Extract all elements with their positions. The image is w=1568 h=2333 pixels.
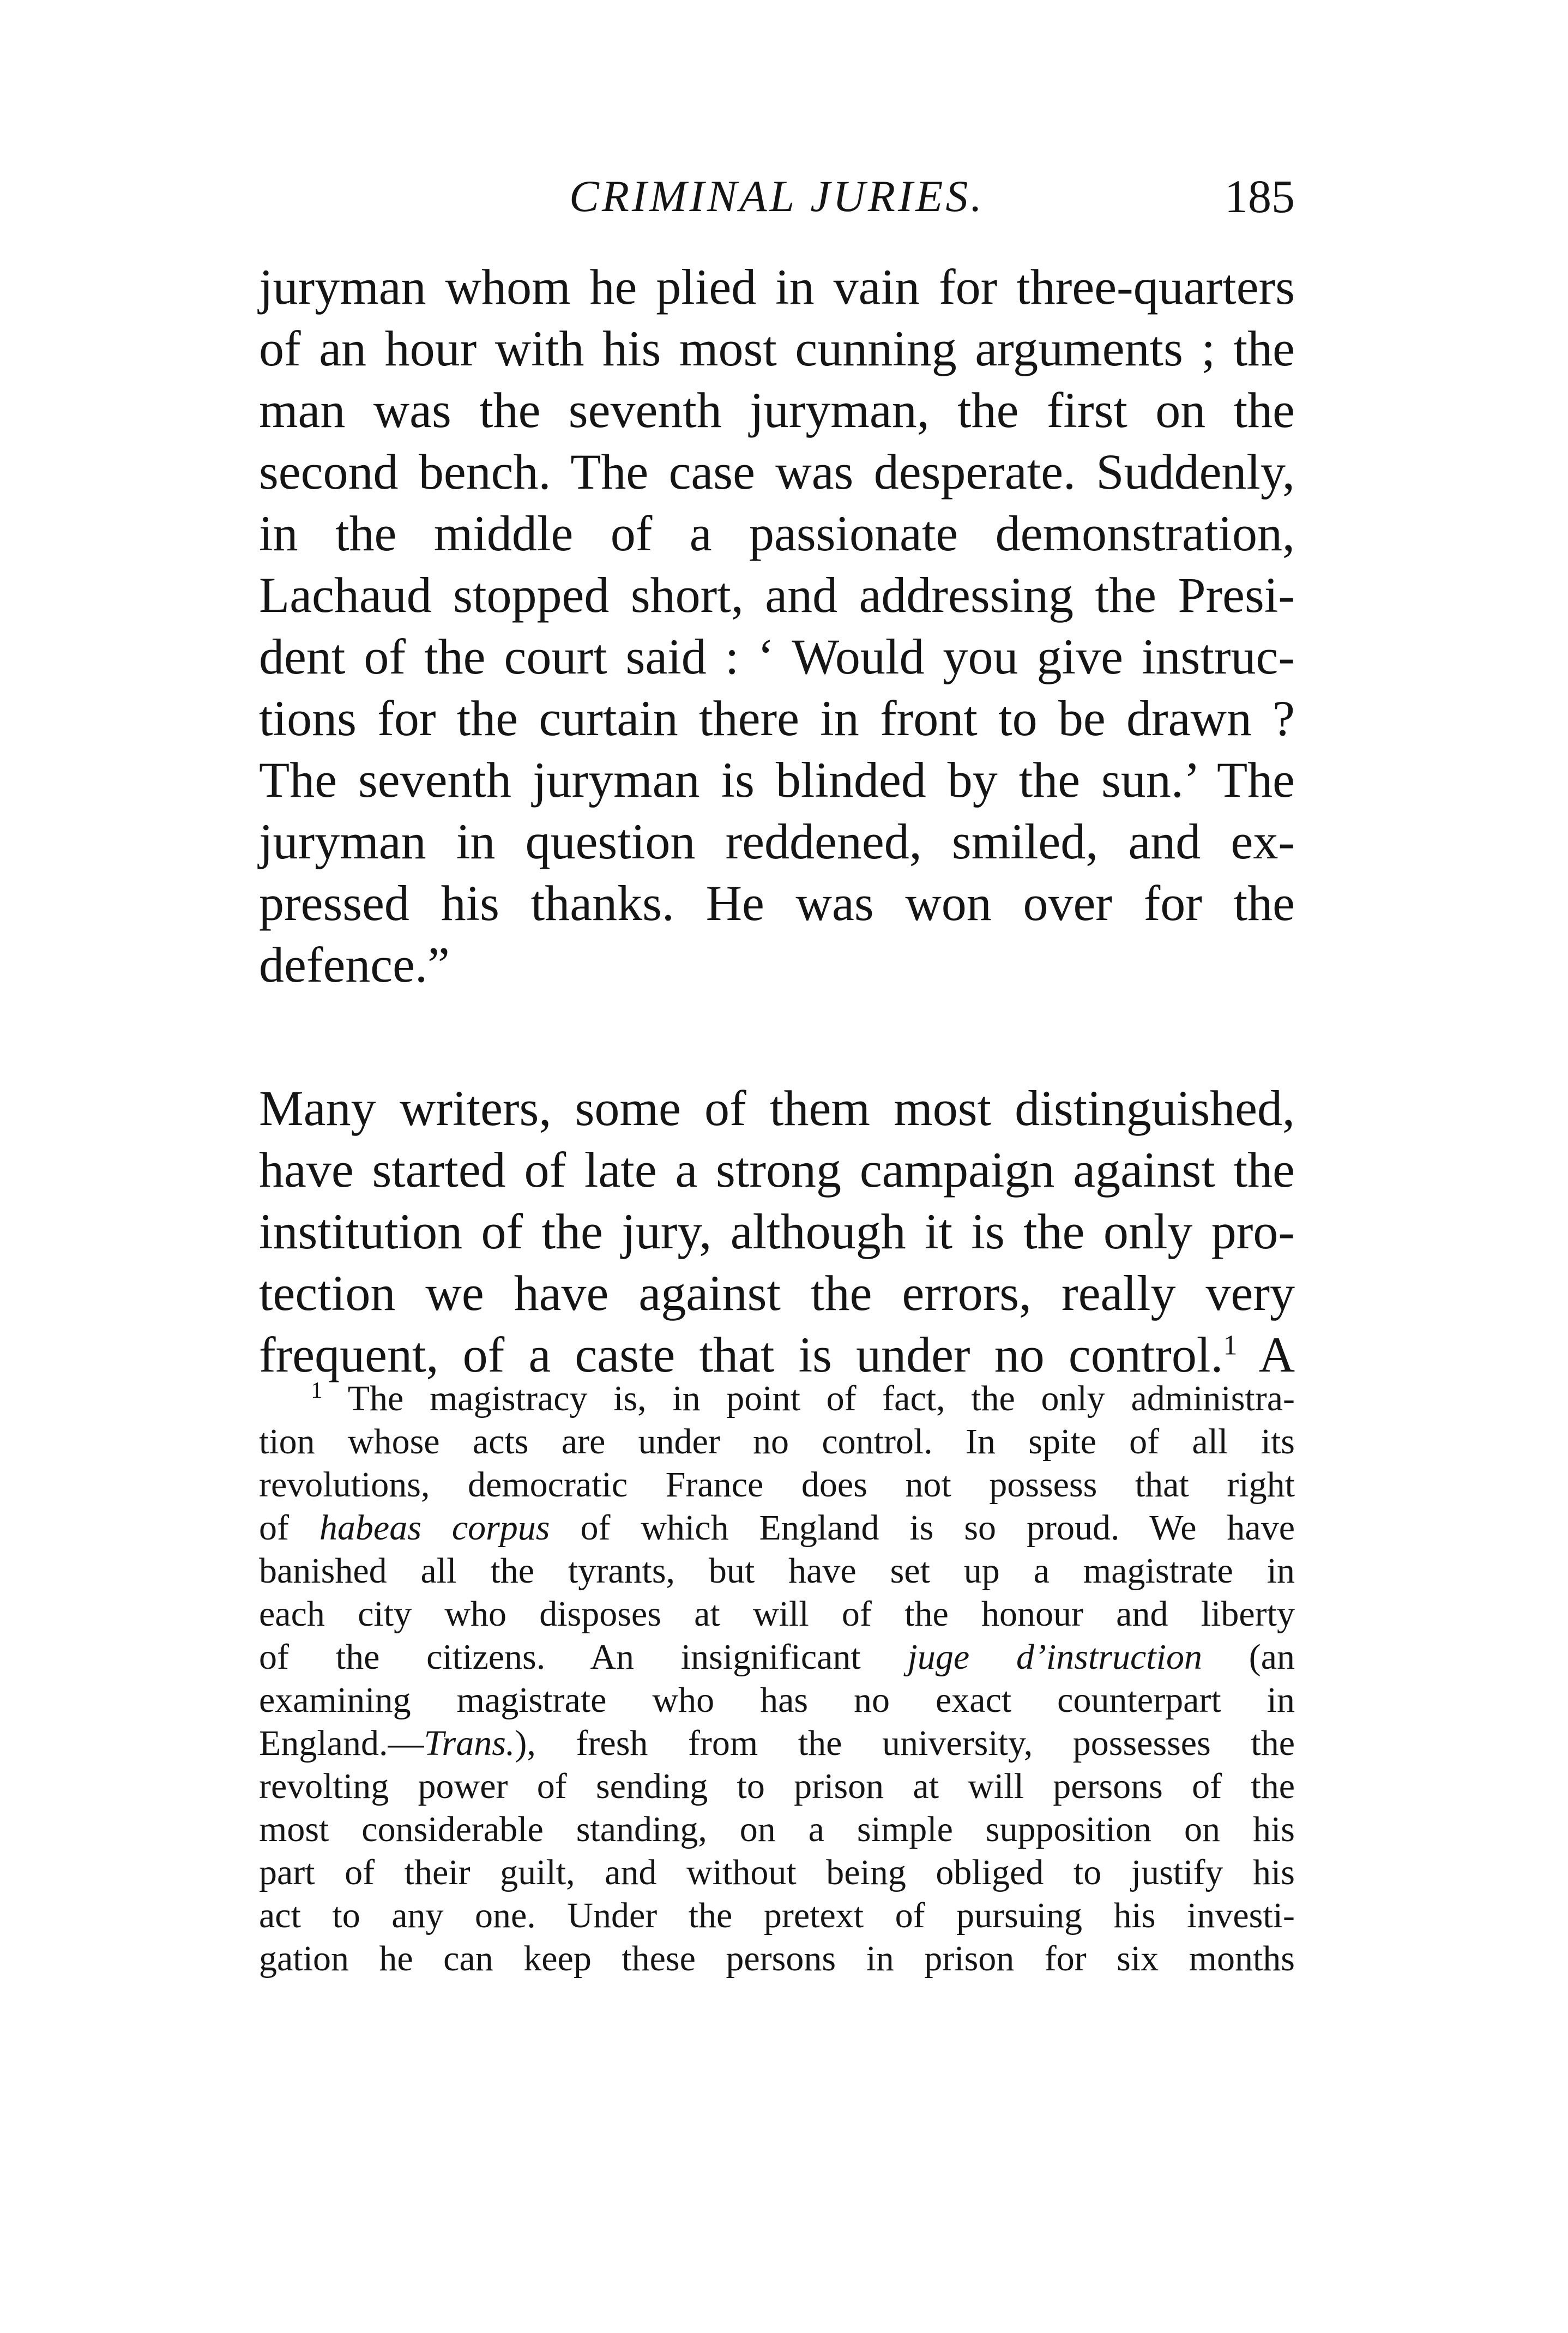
footnote-italic-term: habeas corpus	[319, 1508, 550, 1548]
footnote-text: of which England is so proud. We have	[580, 1508, 1295, 1548]
running-head	[259, 166, 1295, 226]
paragraph-2	[259, 1078, 1295, 1386]
paragraph-line-text: frequent, of a caste that is under no control.	[259, 1327, 1223, 1382]
footnote-text: of the citizens. An insignificant	[259, 1637, 861, 1677]
footnote-line: revolutions, democratic France does not possess that right	[259, 1465, 1295, 1505]
footnote-line	[259, 1722, 1295, 1765]
paragraph-line: juryman whom he plied in vain for three-quarters	[259, 259, 1295, 315]
paragraph-line: institution of the jury, although it is the only pro-	[259, 1204, 1295, 1259]
paragraph-line: juryman in question reddened, smiled, and ex-	[259, 814, 1295, 869]
footnote-line: gation he can keep these persons in prison for six months	[259, 1939, 1295, 1979]
paragraph-line: tions for the curtain there in front to be drawn ?	[259, 690, 1295, 746]
paragraph-line: tection we have against the errors, really very	[259, 1265, 1295, 1321]
footnote-line: revolting power of sending to prison at will persons of the	[259, 1766, 1295, 1806]
paragraph-line-end: A	[1258, 1327, 1295, 1382]
paragraph-line: have started of late a strong campaign against the	[259, 1142, 1295, 1198]
footnote-text: The magistracy is, in point of fact, the only administra-	[347, 1379, 1295, 1418]
footnote-reference: 1	[1223, 1330, 1238, 1361]
footnote-line: part of their guilt, and without being obliged to justify his	[259, 1853, 1295, 1892]
body-text	[259, 256, 1295, 1386]
paragraph-line: defence.”	[259, 937, 450, 993]
footnote-line	[259, 1377, 1295, 1420]
footnote-text: (an	[1249, 1637, 1295, 1677]
paragraph-line: pressed his thanks. He was won over for the	[259, 875, 1295, 931]
footnote-text: England.—	[259, 1723, 424, 1763]
paragraph-line: Lachaud stopped short, and addressing the Presi-	[259, 567, 1295, 623]
page-number: 185	[1225, 170, 1295, 223]
paragraph-line: in the middle of a passionate demonstration,	[259, 506, 1295, 561]
paragraph-line: second bench. The case was desperate. Suddenly,	[259, 444, 1295, 500]
footnote	[259, 1377, 1295, 1980]
paragraph-line: man was the seventh juryman, the first on the	[259, 382, 1295, 438]
running-title: CRIMINAL JURIES.	[569, 171, 985, 221]
paragraph-line: Many writers, some of them most distinguished,	[259, 1080, 1295, 1136]
footnote-line: examining magistrate who has no exact counterpart in	[259, 1680, 1295, 1720]
footnote-line: tion whose acts are under no control. In spite of all its	[259, 1422, 1295, 1462]
footnote-italic-term: Trans.	[424, 1723, 515, 1763]
footnote-line: act to any one. Under the pretext of pursuing his investi-	[259, 1896, 1295, 1935]
footnote-line: banished all the tyrants, but have set up a magistrate in	[259, 1551, 1295, 1591]
paragraph-1	[259, 256, 1295, 996]
footnote-line	[259, 1506, 1295, 1549]
footnote-text: ), fresh from the university, possesses the	[515, 1723, 1295, 1763]
footnote-text: of	[259, 1508, 289, 1548]
paragraph-line: of an hour with his most cunning arguments ; the	[259, 321, 1295, 376]
footnote-line: each city who disposes at will of the honour and liberty	[259, 1594, 1295, 1634]
footnote-line	[259, 1635, 1295, 1679]
paragraph-line: The seventh juryman is blinded by the sun.’ The	[259, 752, 1295, 808]
footnote-italic-term: juge d’instruction	[907, 1637, 1202, 1677]
footnote-line: most considerable standing, on a simple supposition on his	[259, 1809, 1295, 1849]
footnote-marker: 1	[311, 1378, 323, 1403]
paragraph-line: dent of the court said : ‘ Would you give instruc-	[259, 629, 1295, 684]
